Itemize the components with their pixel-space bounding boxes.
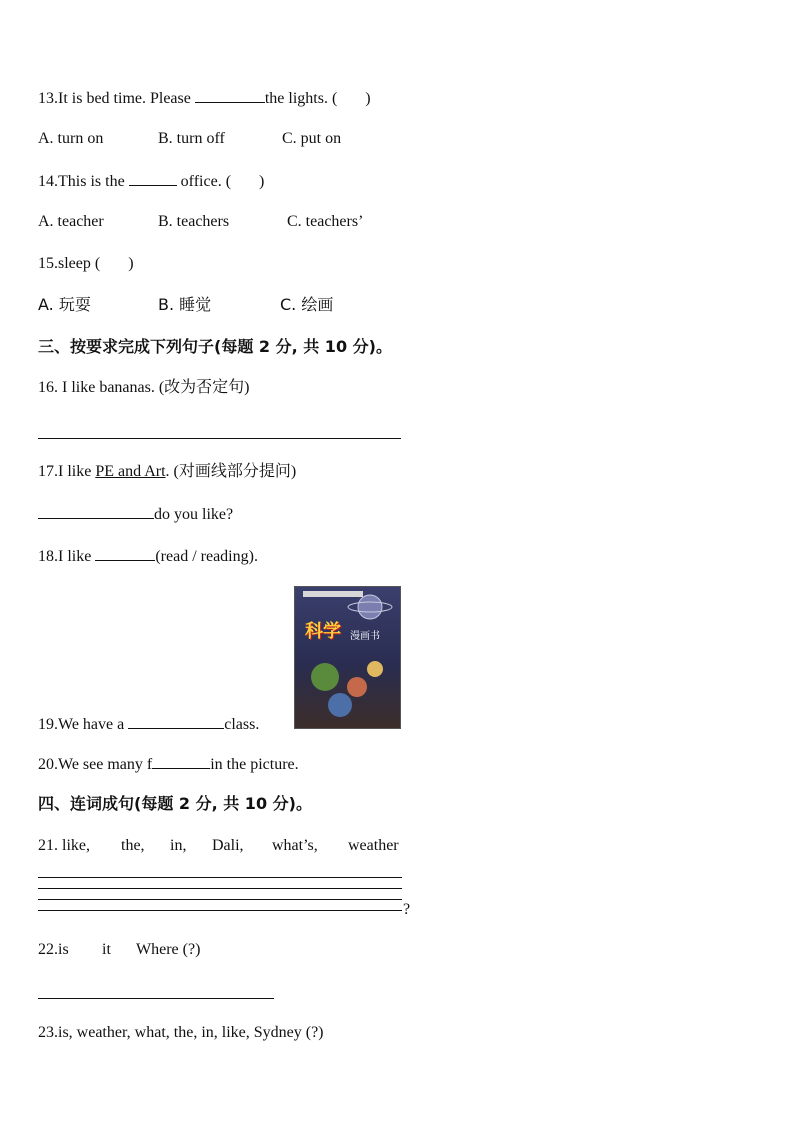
question-21-word: in,	[170, 837, 187, 854]
question-13-text: 13.It is bed time. Please	[38, 90, 195, 107]
question-19	[38, 713, 259, 735]
question-20	[38, 753, 299, 775]
question-20-text-b: in the picture.	[210, 756, 299, 773]
question-20-text: 20.We see many f	[38, 756, 153, 773]
question-17-text: 17.I like	[38, 463, 96, 480]
option-13b: B. turn off	[158, 130, 225, 147]
question-19-text-b: class.	[224, 716, 260, 733]
question-15-paren-close: )	[128, 255, 134, 272]
option-13c: C. put on	[282, 130, 342, 147]
option-15c: C. 绘画	[280, 295, 334, 314]
option-13a: A. turn on	[38, 130, 104, 147]
question-14-paren-close: )	[259, 173, 265, 190]
answer-line-21[interactable]	[38, 877, 402, 878]
question-17-answer	[38, 503, 233, 525]
answer-line-21[interactable]	[38, 888, 402, 889]
answer-line-22[interactable]	[38, 998, 274, 999]
question-14-text: 14.This is the	[38, 173, 129, 190]
option-14a: A. teacher	[38, 213, 104, 230]
answer-line-21[interactable]	[38, 910, 402, 911]
question-17-underlined: PE and Art	[95, 463, 166, 480]
question-17	[38, 462, 296, 482]
question-18	[38, 545, 258, 567]
question-22-word: it	[102, 941, 111, 958]
answer-blank-17[interactable]	[38, 503, 154, 519]
answer-blank-18[interactable]	[95, 545, 155, 561]
book-title: 科学	[305, 621, 341, 642]
section-4-heading: 四、连词成句(每题 2 分, 共 10 分)。	[38, 794, 312, 813]
question-23: 23.is, weather, what, the, in, like, Sydney (?)	[38, 1024, 324, 1041]
question-14-text-b: office. (	[176, 173, 232, 190]
question-21-end-mark: ?	[403, 901, 411, 918]
question-21-word: Dali,	[212, 837, 244, 854]
question-21-word: the,	[121, 837, 145, 854]
answer-line-16[interactable]	[38, 438, 401, 439]
option-14c: C. teachers’	[287, 213, 364, 230]
question-18-text: 18.I like	[38, 548, 96, 565]
question-21-word: what’s,	[272, 837, 318, 854]
question-21-word: 21. like,	[38, 837, 90, 854]
question-13	[38, 87, 371, 109]
question-17-text-b: . (对画线部分提问)	[165, 463, 297, 480]
answer-blank-20[interactable]	[152, 753, 210, 769]
question-14	[38, 170, 264, 192]
answer-blank-14[interactable]	[129, 170, 177, 186]
option-15a: A. 玩耍	[38, 295, 91, 314]
book-subtitle: 漫画书	[350, 631, 380, 642]
question-15	[38, 254, 134, 274]
question-16: 16. I like bananas. (改为否定句)	[38, 379, 250, 396]
question-13-text-b: the lights. (	[264, 90, 338, 107]
question-13-paren-close: )	[365, 90, 371, 107]
answer-blank-19[interactable]	[128, 713, 224, 729]
question-19-text: 19.We have a	[38, 716, 129, 733]
question-22-word: Where (?)	[136, 941, 201, 958]
option-15b: B. 睡觉	[158, 295, 212, 314]
question-17-answer-text: do you like?	[154, 506, 234, 523]
science-comic-book-image	[294, 586, 401, 729]
question-15-text: 15.sleep (	[38, 255, 101, 272]
answer-line-21[interactable]	[38, 899, 402, 900]
section-3-heading: 三、按要求完成下列句子(每题 2 分, 共 10 分)。	[38, 337, 392, 356]
question-18-text-b: (read / reading).	[155, 548, 258, 565]
question-22-word: 22.is	[38, 941, 69, 958]
answer-blank-13[interactable]	[195, 87, 265, 103]
option-14b: B. teachers	[158, 213, 230, 230]
question-21-word: weather	[348, 837, 399, 854]
